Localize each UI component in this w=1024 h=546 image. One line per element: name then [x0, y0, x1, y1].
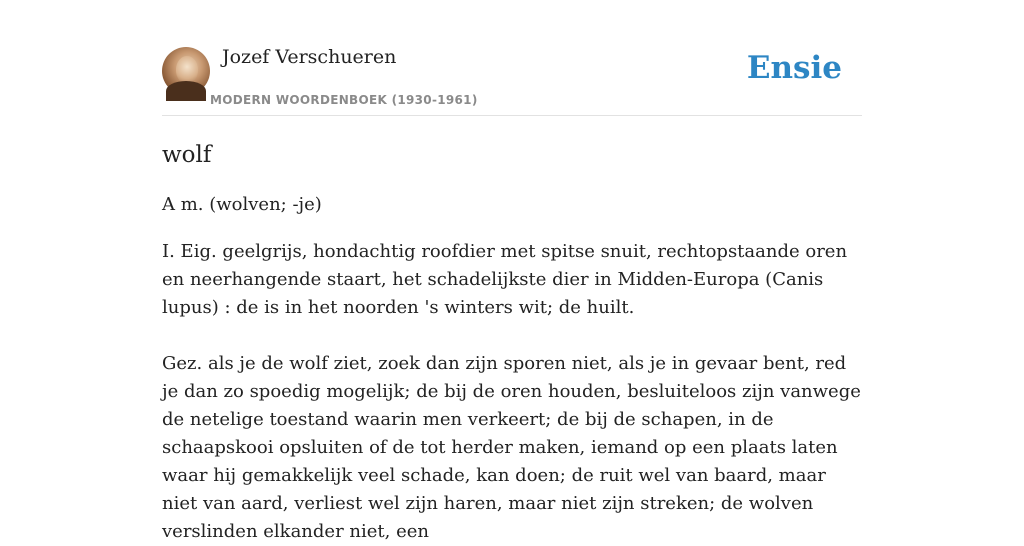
entry-paragraph: Gez. als je de wolf ziet, zoek dan zijn sporen niet, als je in gevaar bent, red je dan zo spoedig mogelijk; de bij de oren houden, besluiteloos zijn vanwege de netelige toestand waarin men verkeert; de bij de schapen, in de schaapskooi opsluiten of de tot herder maken, iemand op een plaats laten waar hij gemakkelijk veel schade, kan doen; de ruit wel van baard, maar niet van aard, verliest wel zijn haren, maar niet zijn streken; de wolven verslinden elkander niet, een	[162, 353, 861, 542]
header	[162, 0, 862, 116]
ensie-logo-link[interactable]: Ensie	[746, 50, 842, 86]
portrait-face	[176, 56, 198, 83]
entry-paragraph: I. Eig. geelgrijs, hondachtig roofdier met spitse snuit, rechtopstaande oren en neerhangende staart, het schadelijkste dier in Midden-Europa (Canis lupus) : de is in het noorden 's winters wit; de huilt.	[162, 241, 848, 318]
author-avatar[interactable]	[162, 47, 210, 95]
entry-title: wolf	[162, 142, 212, 168]
portrait-coat	[166, 81, 206, 101]
entry-grammar: A m. (wolven; -je)	[162, 194, 322, 215]
content-column	[162, 0, 862, 546]
source-label[interactable]: MODERN WOORDENBOEK (1930-1961)	[210, 93, 478, 107]
author-name[interactable]: Jozef Verschueren	[222, 46, 397, 68]
entry-content	[162, 116, 862, 546]
